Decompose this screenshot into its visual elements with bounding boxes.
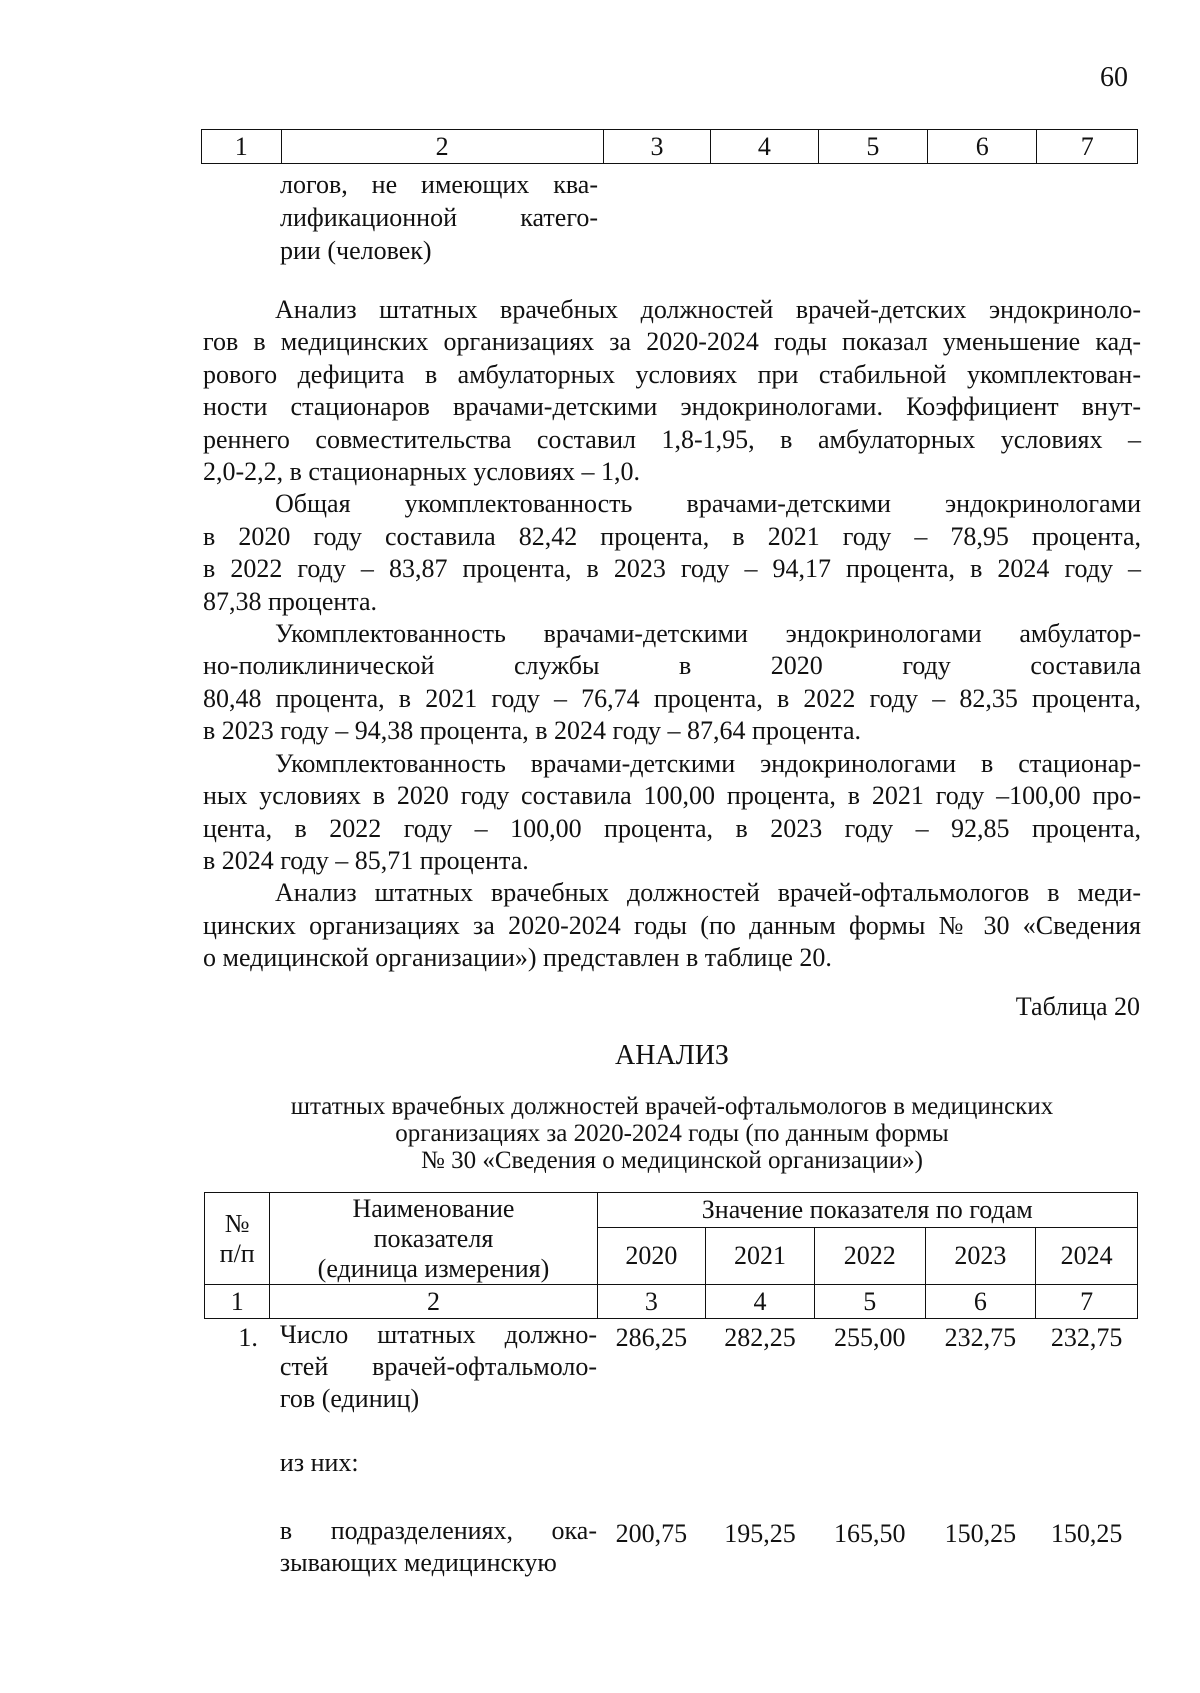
row-index [205,1447,270,1515]
row-name [270,1515,597,1589]
subtitle-line: организациях за 2020-2024 годы (по данным формы [395,1120,949,1147]
ophthalmologist-staff-table [204,1192,1138,1589]
table-row [205,1515,1138,1589]
col-number: 3 [597,1285,706,1319]
paragraph-line: в 2020 году составила 82,42 процента, в 2021 году – 78,95 процента, [203,521,1141,551]
paragraph-line: гов в медицинских организациях за 2020-2024 годы показал уменьшение кад- [203,327,1141,357]
row-value: 286,25 [615,1323,688,1352]
row-value [814,1447,925,1515]
col-number: 2 [270,1285,597,1319]
subtitle-line: штатных врачебных должностей врачей-офтальмологов в медицинских [290,1093,1054,1120]
cont-col-1: 1 [202,130,282,164]
col-number: 7 [1036,1285,1138,1319]
row-index: 1. [238,1323,258,1352]
column-number-row [205,1285,1138,1319]
paragraph-last-line: 87,38 процента. [203,586,378,616]
subtitle-line: № 30 «Сведения о медицинской организации») [421,1147,923,1174]
row-name-line: Число штатных должно- [279,1320,597,1349]
paragraph-last-line: 2,0-2,2, в стационарных условиях – 1,0. [203,457,641,487]
row-value: 150,25 [944,1519,1017,1548]
paragraph-line: Укомплектованность врачами-детскими эндокринологами в стационар- [275,748,1141,778]
page-number: 60 [1100,62,1128,93]
row-name [270,1319,597,1448]
continuation-cell-text [280,168,598,267]
col-number: 1 [205,1285,270,1319]
row-value [1036,1447,1138,1515]
paragraph [203,748,1141,878]
table-title: АНАЛИЗ [615,1040,729,1071]
paragraph-last-line: о медицинской организации») представлен в таблице 20. [203,943,832,973]
cont-col-7: 7 [1037,130,1138,164]
row-value: 282,25 [724,1323,796,1352]
header-group: Значение показателя по годам [597,1193,1138,1228]
row-value [597,1447,706,1515]
header-year: 2024 [1036,1228,1138,1285]
paragraph [203,877,1141,974]
row-name-line: стей врачей-офтальмоло- [279,1352,597,1381]
row-index [205,1515,270,1589]
paragraph-line: Анализ штатных врачебных должностей врачей-детских эндокриноло- [275,295,1141,324]
col-number: 6 [925,1285,1036,1319]
paragraph-line: цента, в 2022 году – 100,00 процента, в 2023 году – 92,85 процента, [203,813,1141,843]
cont-col-2: 2 [281,130,603,164]
cont-col-4: 4 [711,130,818,164]
row-value: 150,25 [1050,1519,1123,1548]
paragraph-line: ных условиях в 2020 году составила 100,00 процента, в 2021 году –100,00 про- [203,781,1141,811]
paragraph-line: Общая укомплектованность врачами-детскими эндокринологами [275,489,1141,519]
row-value: 200,75 [615,1519,688,1548]
paragraph [203,488,1141,618]
continuation-line: рии (человек) [280,236,432,265]
table-row [205,1319,1138,1448]
paragraph-line: рового дефицита в амбулаторных условиях при стабильной укомплектован- [203,359,1141,389]
header-name: Наименование показателя (единица измерения) [270,1193,597,1285]
paragraph-last-line: в 2023 году – 94,38 процента, в 2024 году – 87,64 процента. [203,716,862,746]
header-year: 2021 [706,1228,815,1285]
row-name-line: гов (единиц) [279,1384,420,1413]
paragraph [203,294,1141,488]
table-row [205,1447,1138,1515]
row-value: 232,75 [944,1323,1017,1352]
continuation-line: логов, не имеющих ква- [280,170,598,199]
header-year: 2022 [814,1228,925,1285]
continuation-header-table [201,129,1138,164]
header-row-1 [205,1193,1138,1228]
paragraph-last-line: в 2024 году – 85,71 процента. [203,845,529,875]
table-caption: Таблица 20 [1015,992,1140,1021]
row-value [925,1447,1036,1515]
paragraph-line: цинских организациях за 2020-2024 годы (по данным формы № 30 «Сведения [203,910,1141,940]
row-name-line: из них: [279,1448,359,1477]
row-value [706,1447,815,1515]
body-text [203,294,1141,975]
header-year: 2023 [925,1228,1036,1285]
paragraph-line: но-поликлинической службы в 2020 году составила [203,651,1141,681]
header-no: № п/п [205,1193,270,1285]
row-value: 255,00 [833,1323,906,1352]
paragraph [203,618,1141,748]
row-value: 165,50 [833,1519,906,1548]
paragraph-line: ности стационаров врачами-детскими эндокринологами. Коэффициент внут- [203,392,1141,422]
paragraph-line: 80,48 процента, в 2021 году – 76,74 процента, в 2022 году – 82,35 процента, [203,683,1141,713]
paragraph-line: Анализ штатных врачебных должностей врачей-офтальмологов в меди- [275,878,1141,908]
paragraph-line: реннего совместительства составил 1,8-1,95, в амбулаторных условиях – [203,424,1141,454]
row-value: 232,75 [1050,1323,1123,1352]
cont-col-5: 5 [818,130,927,164]
continuation-header-row [202,130,1138,164]
col-number: 5 [814,1285,925,1319]
row-name [270,1447,597,1515]
cont-col-3: 3 [603,130,710,164]
paragraph-line: Укомплектованность врачами-детскими эндокринологами амбулатор- [275,619,1141,649]
row-name-line: зывающих медицинскую [279,1548,557,1577]
header-year: 2020 [597,1228,706,1285]
paragraph-line: в 2022 году – 83,87 процента, в 2023 году – 94,17 процента, в 2024 году – [203,554,1141,584]
table-subtitle [203,1093,1141,1174]
row-name-line: в подразделениях, ока- [279,1516,597,1545]
cont-col-6: 6 [928,130,1037,164]
continuation-line: лификационной катего- [280,203,598,232]
row-value: 195,25 [724,1519,796,1548]
col-number: 4 [706,1285,815,1319]
